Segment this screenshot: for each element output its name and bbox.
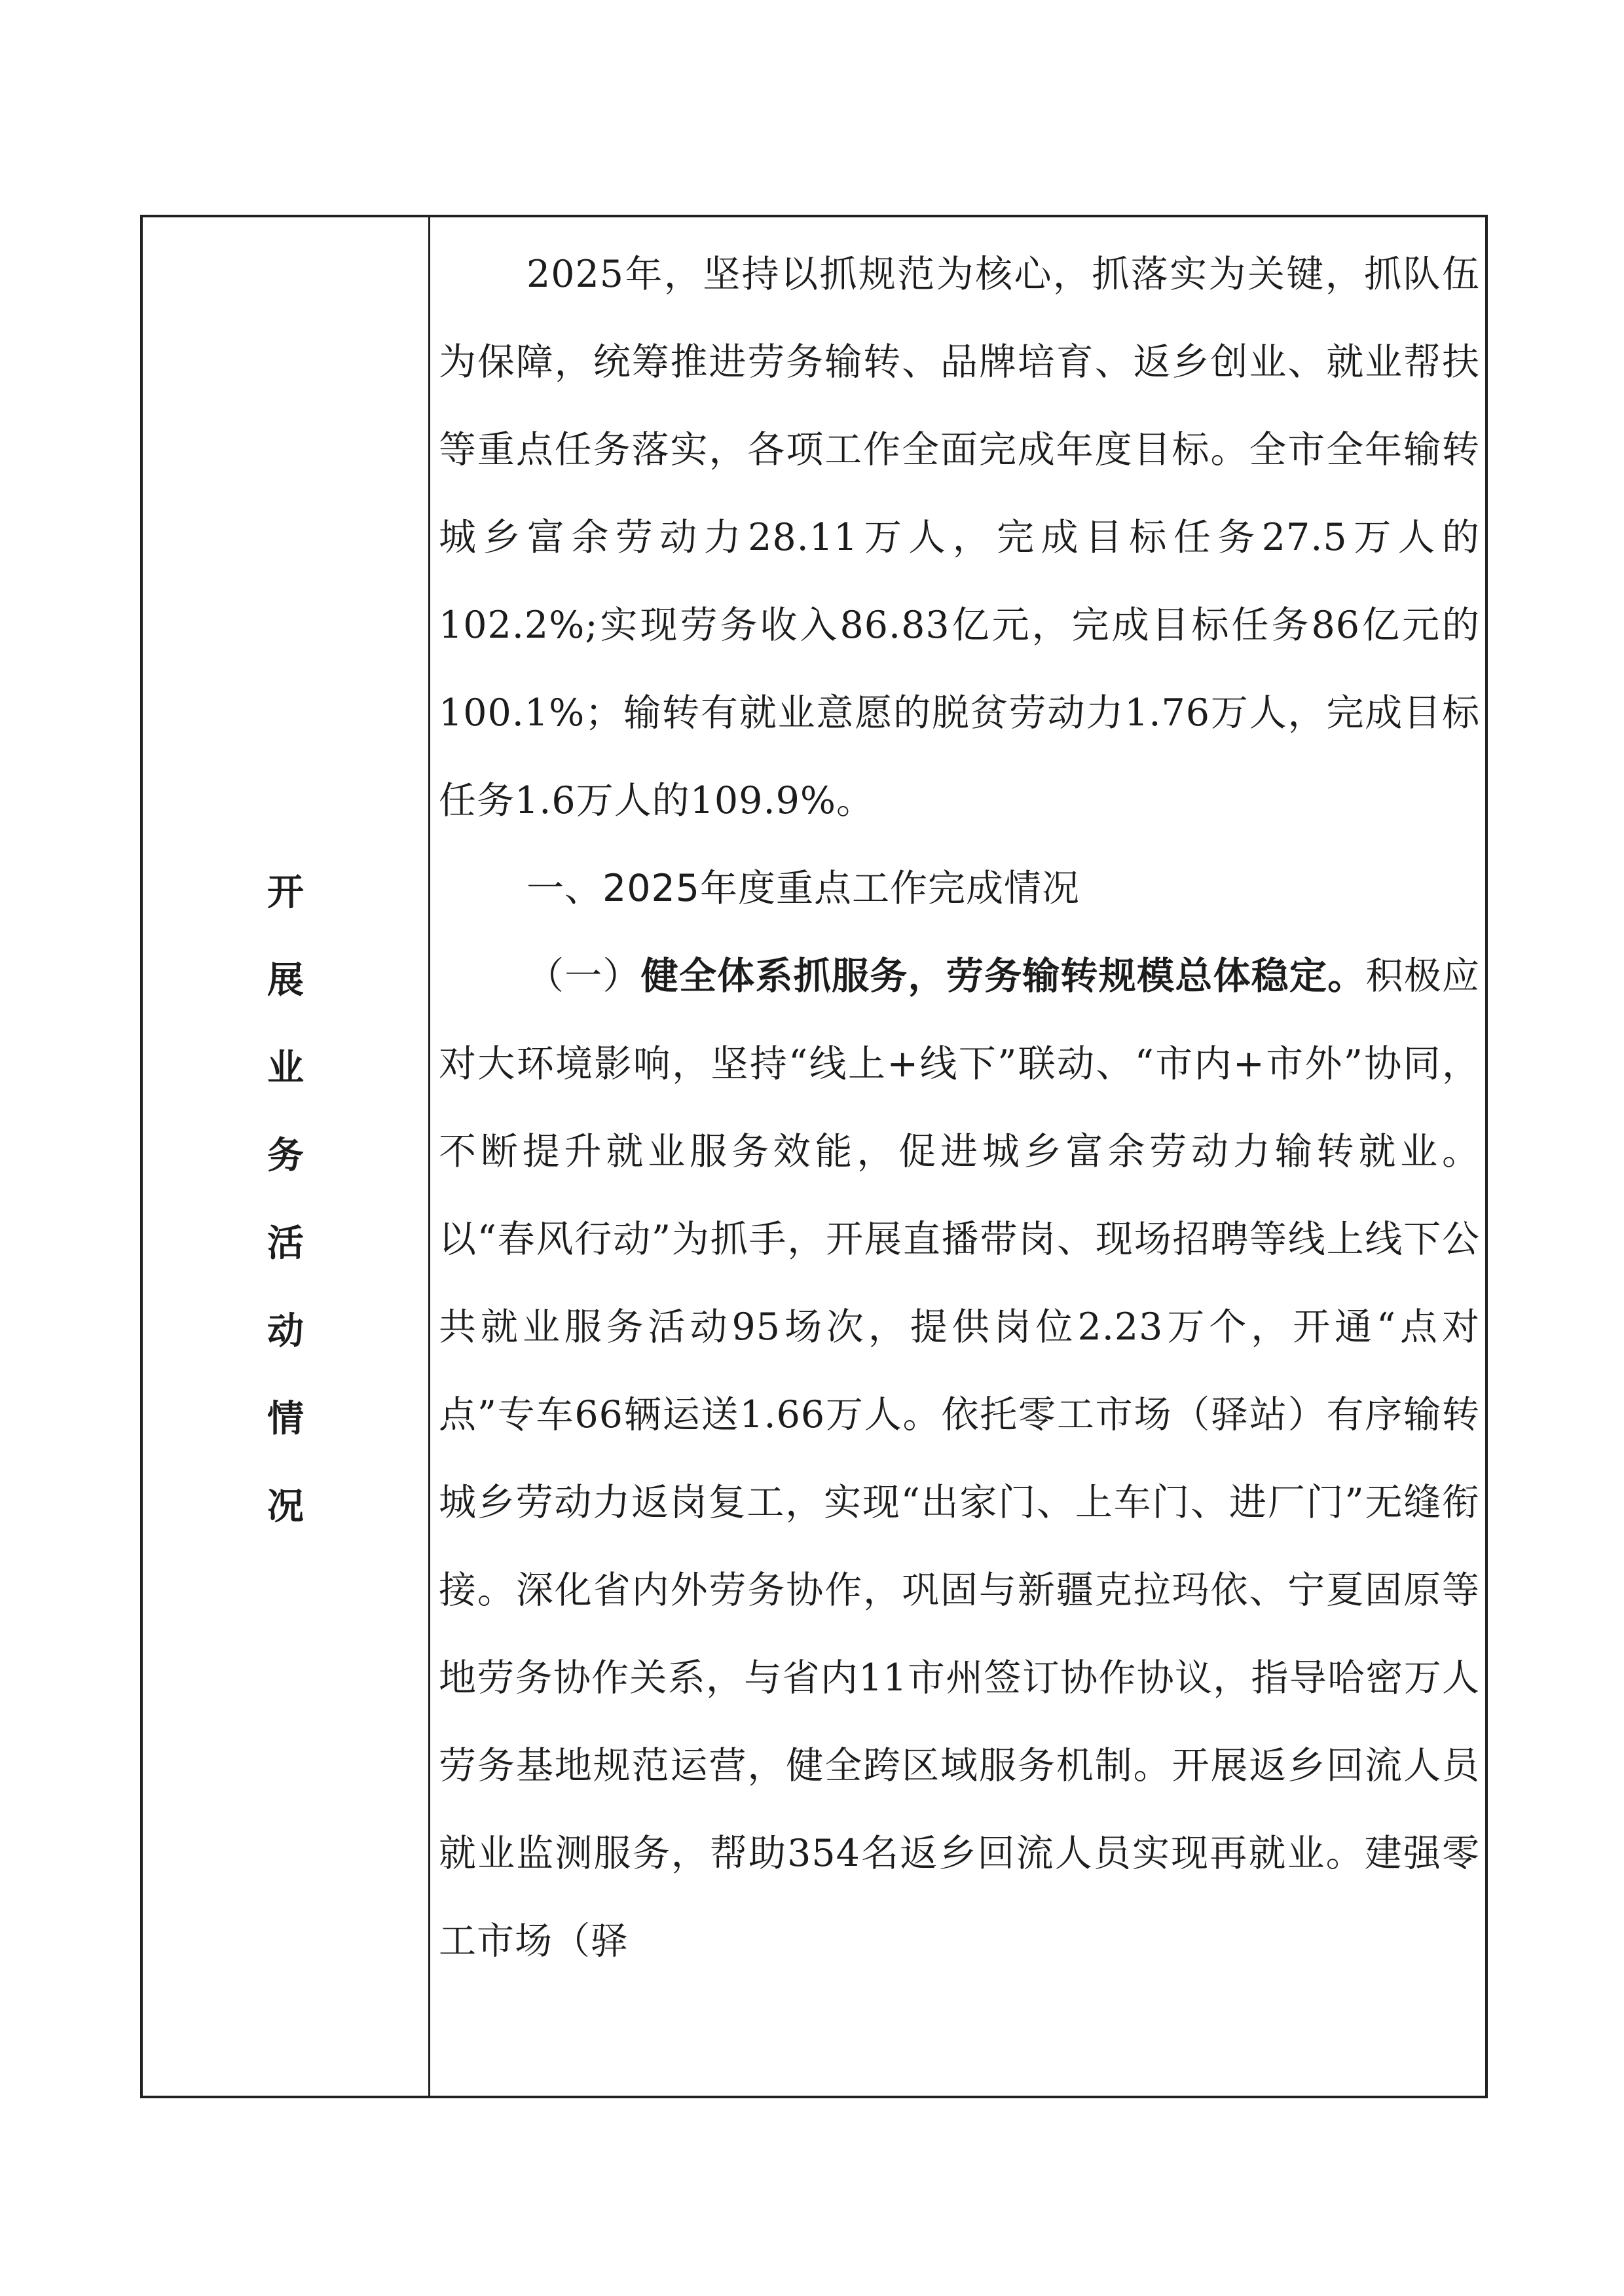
report-table (140, 215, 1488, 2098)
label-char: 务 (267, 1135, 304, 1177)
column-divider (428, 217, 430, 2096)
intro-paragraph: 2025年，坚持以抓规范为核心，抓落实为关键，抓队伍为保障，统筹推进劳务输转、品牌培育、返乡创业、就业帮扶等重点任务落实，各项工作全面完成年度目标。全市全年输转城乡富余劳动力28.11万人，完成目标任务27.5万人的102.2%;实现劳务收入86.83亿元，完成目标任务86亿元的100.1%；输转有就业意愿的脱贫劳动力1.76万人，完成目标任务1.6万人的109.9%。 (439, 253, 1480, 822)
section-heading: 一、2025年度重点工作完成情况 (526, 867, 1080, 910)
label-char: 动 (267, 1310, 304, 1353)
content-cell (439, 230, 1480, 1985)
label-char: 活 (267, 1222, 304, 1265)
label-char: 展 (267, 959, 304, 1002)
label-char: 开 (267, 871, 304, 914)
label-char: 业 (267, 1047, 304, 1089)
label-cell (143, 217, 428, 2096)
subsection-title: 健全体系抓服务，劳务输转规模总体稳定。 (640, 955, 1366, 998)
row-label (143, 849, 428, 1551)
label-char: 况 (267, 1485, 304, 1528)
label-char: 情 (267, 1398, 304, 1440)
subsection-number: （一） (526, 955, 641, 998)
subsection-body: 积极应对大环境影响，坚持“线上+线下”联动、“市内+市外”协同，不断提升就业服务效能，促进城乡富余劳动力输转就业。以“春风行动”为抓手，开展直播带岗、现场招聘等线上线下公共就业服务活动95场次，提供岗位2.23万个，开通“点对点”专车66辆运送1.66万人。依托零工市场（驿站）有序输转城乡劳动力返岗复工，实现“出家门、上车门、进厂门”无缝衔接。深化省内外劳务协作，巩固与新疆克拉玛依、宁夏固原等地劳务协作关系，与省内11市州签订协作协议，指导哈密万人劳务基地规范运营，健全跨区域服务机制。开展返乡回流人员就业监测服务，帮助354名返乡回流人员实现再就业。建强零工市场（驿 (439, 955, 1480, 1963)
subsection-paragraph (439, 932, 1480, 1985)
